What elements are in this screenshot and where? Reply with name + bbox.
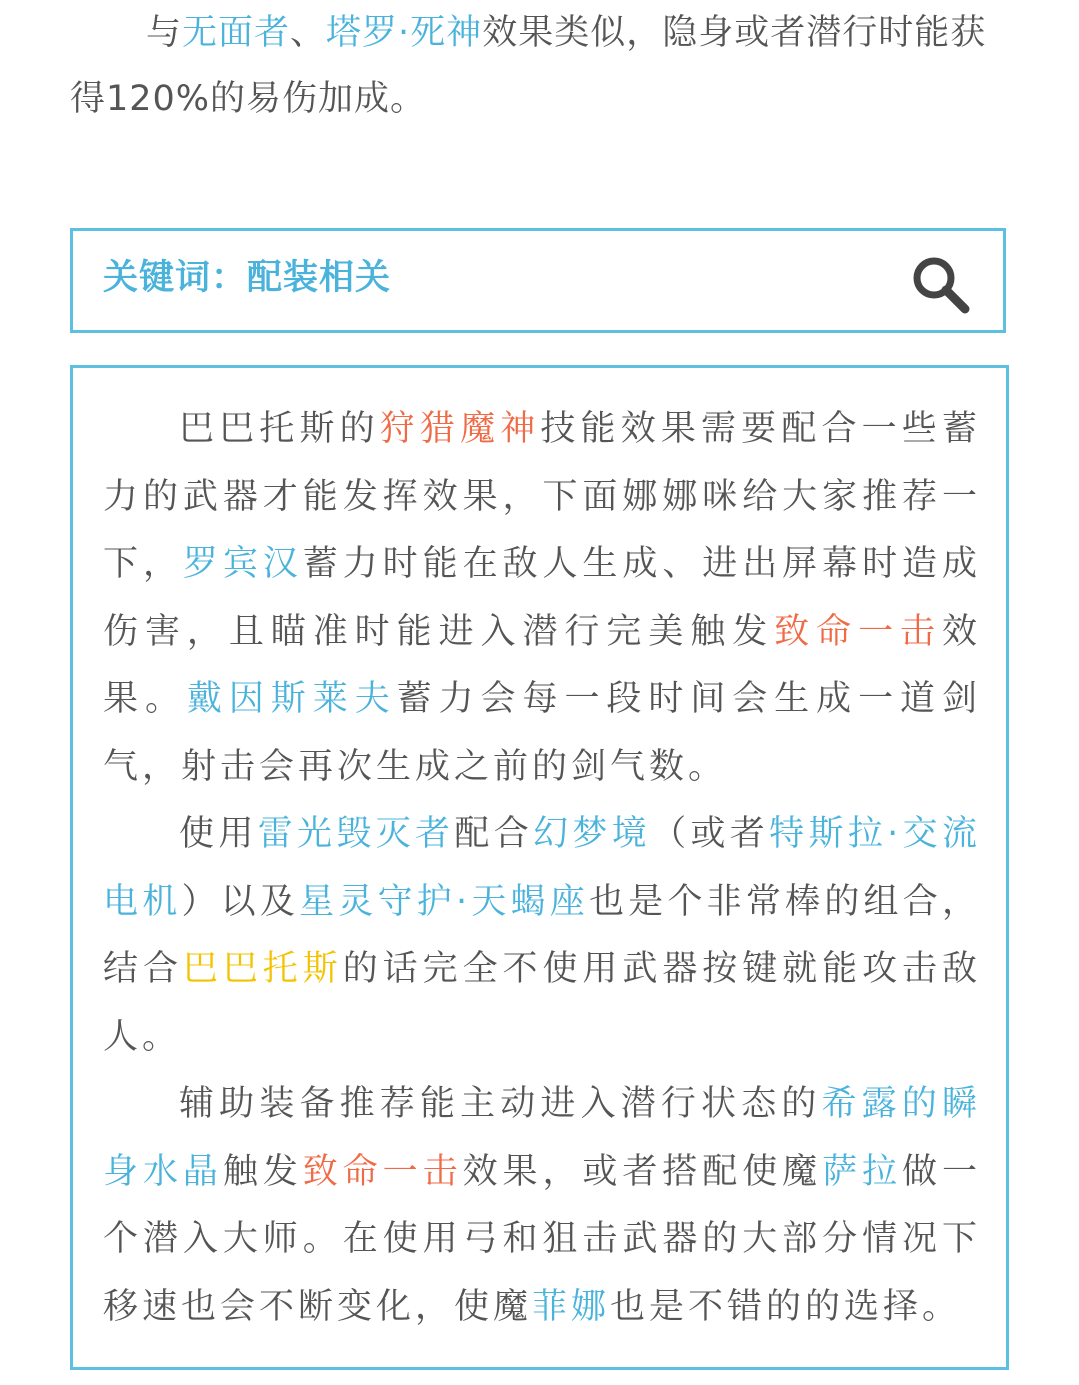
link-daiyinsilaifu[interactable]: 戴因斯莱夫 <box>186 679 397 719</box>
link-leiguang-huimiezhe[interactable]: 雷光毁灭者 <box>257 814 455 854</box>
text: ）以及 <box>181 881 300 922</box>
intro-text: 、 <box>290 13 327 53</box>
link-taluo-sishen[interactable]: 塔罗·死神 <box>326 13 483 53</box>
highlight-zhiming-yiji: 致命一击 <box>302 1151 463 1192</box>
text: 辅助装备推荐能主动进入潜行状态的 <box>179 1084 822 1124</box>
keyword-title: 关键词：配装相关 <box>103 258 392 298</box>
text: 效果。 <box>103 611 981 719</box>
text: 技能效果需要配合一些蓄力的武器才能发挥效果，下面娜娜咪给大家推荐一下， <box>103 409 981 584</box>
search-icon[interactable] <box>909 253 973 317</box>
highlight-shoulie-moshen: 狩猎魔神 <box>379 409 541 449</box>
paragraph-combo <box>103 801 981 1071</box>
text: 效果，或者搭配使魔 <box>462 1151 823 1192</box>
text: 触发 <box>222 1151 303 1192</box>
content-box <box>70 365 1009 1370</box>
text: 使用 <box>179 814 258 854</box>
highlight-babatuosi: 巴巴托斯 <box>182 949 343 989</box>
link-feina[interactable]: 菲娜 <box>532 1286 611 1327</box>
text: 蓄力会每一段时间会生成一道剑气，射击会再次生成之前的剑气数。 <box>103 679 981 787</box>
text: （或者 <box>651 814 770 854</box>
text: 做一个潜入大师。在使用弓和狙击武器的大部分情况下移速也会不断变化，使魔 <box>103 1151 981 1327</box>
link-xilu-shunshen-shuijing[interactable]: 希露的瞬身水晶 <box>103 1084 981 1192</box>
text: 配合 <box>454 814 534 854</box>
keyword-box[interactable] <box>70 228 1006 333</box>
intro-text: 与 <box>146 13 183 53</box>
text: 巴巴托斯的 <box>179 409 380 449</box>
link-xingling-tianxiezuo[interactable]: 星灵守护·天蝎座 <box>299 881 590 922</box>
text: 蓄力时能在敌人生成、进出屏幕时造成伤害，且瞄准时能进入潜行完美触发 <box>103 544 981 652</box>
highlight-zhiming-yiji: 致命一击 <box>774 611 942 652</box>
paragraph-support <box>103 1071 981 1341</box>
text: 也是个非常棒的组合，结合 <box>103 881 981 989</box>
link-wumianzhe[interactable]: 无面者 <box>182 13 291 53</box>
link-tesila-jiaoliudianji[interactable]: 特斯拉·交流电机 <box>103 814 981 922</box>
paragraph-weapons <box>103 396 981 801</box>
text: 的话完全不使用武器按键就能攻击敌人。 <box>103 949 981 1057</box>
text: 也是不错的的选择。 <box>610 1286 962 1327</box>
intro-paragraph <box>70 0 1010 132</box>
intro-text: 效果类似，隐身或者潜行时能获得120%的易伤加成。 <box>70 13 987 119</box>
link-huanmengjing[interactable]: 幻梦境 <box>533 814 652 854</box>
link-robinhood[interactable]: 罗宾汉 <box>182 544 303 584</box>
link-sala[interactable]: 萨拉 <box>822 1151 903 1192</box>
